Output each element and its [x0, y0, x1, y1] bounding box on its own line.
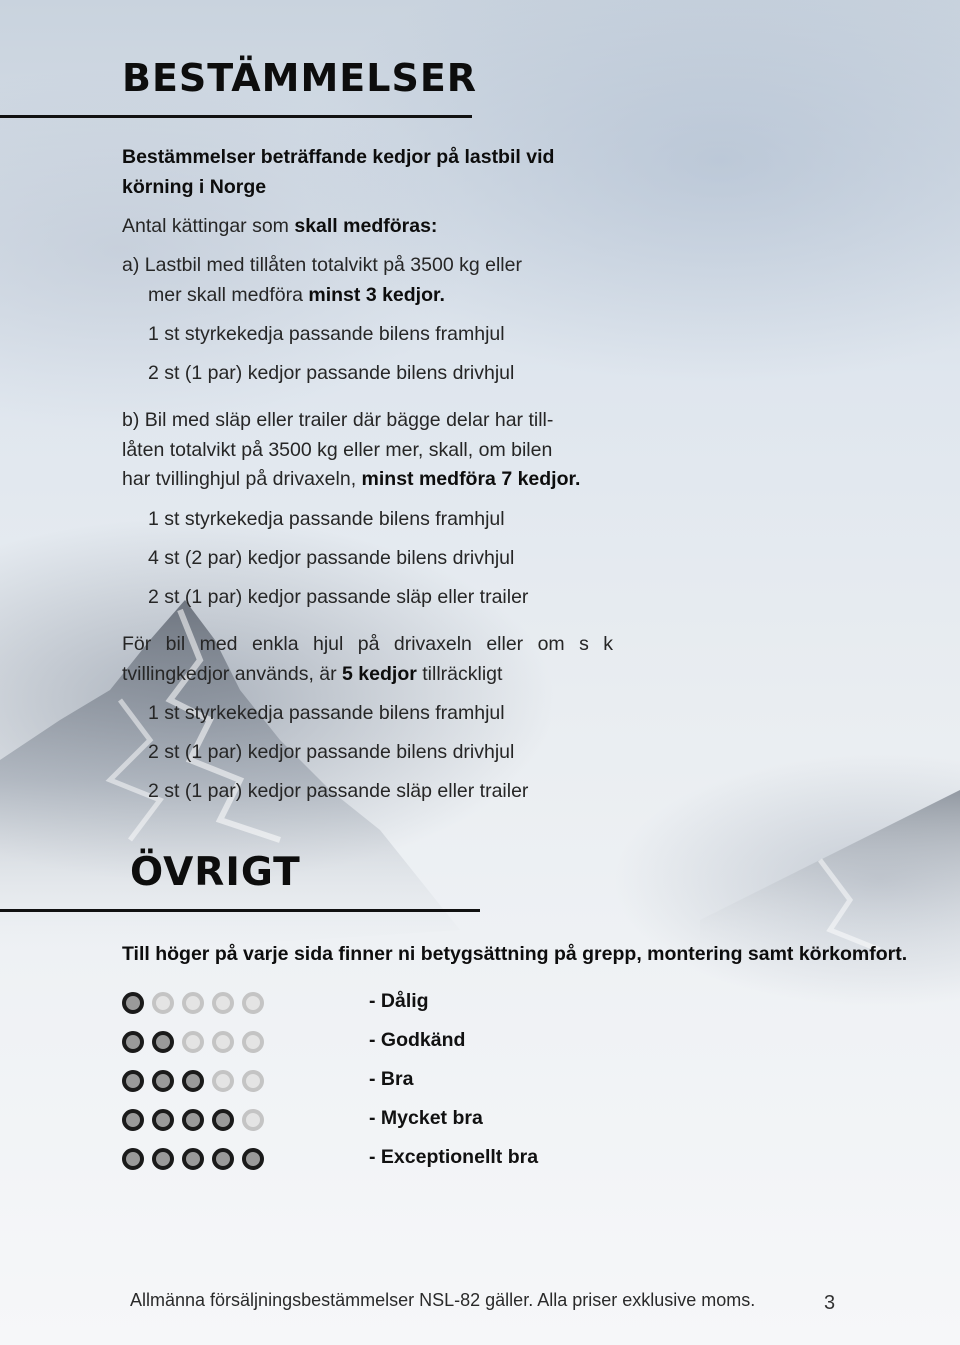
rating-dot-filled-icon: [152, 1109, 174, 1131]
section-b-line-2: låten totalvikt på 3500 kg eller mer, skall, om bilen: [122, 439, 553, 461]
rating-dot-filled-icon: [122, 1031, 144, 1053]
section-c-line-1: För bil med enkla hjul på drivaxeln eller om s k: [122, 633, 614, 655]
rating-dot-empty-icon: [182, 1031, 204, 1053]
section-b-item: 2 st (1 par) kedjor passande släp eller trailer: [148, 586, 529, 608]
section-c-item: 2 st (1 par) kedjor passande bilens drivhjul: [148, 741, 515, 763]
rating-dot-filled-icon: [212, 1148, 234, 1170]
rating-dot-empty-icon: [212, 1070, 234, 1092]
rating-label: - Godkänd: [369, 1029, 466, 1051]
ovrigt-text: Till höger på varje sida finner ni betygsättning på grepp, montering samt körkomfort.: [122, 943, 908, 965]
rating-dot-filled-icon: [212, 1109, 234, 1131]
count-line: Antal kättingar som skall medföras:: [122, 215, 438, 237]
rating-label: - Exceptionellt bra: [369, 1146, 539, 1168]
section-heading-ovrigt: ÖVRIGT: [130, 850, 301, 895]
section-b-item: 1 st styrkekedja passande bilens framhjul: [148, 508, 505, 530]
section-b-item: 4 st (2 par) kedjor passande bilens drivhjul: [148, 547, 515, 569]
rating-dot-empty-icon: [242, 1031, 264, 1053]
rating-dot-empty-icon: [152, 992, 174, 1014]
rating-dot-empty-icon: [212, 992, 234, 1014]
section-c-item: 1 st styrkekedja passande bilens framhjul: [148, 702, 505, 724]
subheading-line-2: körning i Norge: [122, 176, 267, 198]
rating-dot-empty-icon: [212, 1031, 234, 1053]
section-b-line-1: b) Bil med släp eller trailer där bägge delar har till-: [122, 409, 554, 431]
rating-dot-filled-icon: [242, 1148, 264, 1170]
rating-dot-filled-icon: [122, 1109, 144, 1131]
section-a-item: 2 st (1 par) kedjor passande bilens drivhjul: [148, 362, 515, 384]
page-heading: BESTÄMMELSER: [122, 56, 478, 100]
rating-label: - Bra: [369, 1068, 414, 1090]
subheading: [122, 142, 554, 202]
rating-dot-filled-icon: [122, 1070, 144, 1092]
rating-label: - Mycket bra: [369, 1107, 483, 1129]
subheading-line-1: Bestämmelser beträffande kedjor på lastbil vid: [122, 146, 555, 168]
rating-dots-row: [122, 1148, 264, 1178]
rating-dot-filled-icon: [182, 1070, 204, 1092]
section-c-line-2: tvillingkedjor används, är 5 kedjor tillräckligt: [122, 663, 503, 685]
section-c-item: 2 st (1 par) kedjor passande släp eller trailer: [148, 780, 529, 802]
rating-dot-filled-icon: [152, 1031, 174, 1053]
section-a-line-1: a) Lastbil med tillåten totalvikt på 3500 kg eller: [122, 254, 522, 276]
section-a-item: 1 st styrkekedja passande bilens framhjul: [148, 323, 505, 345]
rating-dots-row: [122, 992, 264, 1022]
rating-dot-filled-icon: [122, 992, 144, 1014]
rating-dot-empty-icon: [242, 992, 264, 1014]
rating-dot-empty-icon: [182, 992, 204, 1014]
heading-underline: [0, 115, 472, 118]
rating-dots-row: [122, 1070, 264, 1100]
rating-dot-filled-icon: [122, 1148, 144, 1170]
rating-dot-filled-icon: [152, 1148, 174, 1170]
rating-dot-empty-icon: [242, 1070, 264, 1092]
rating-label: - Dålig: [369, 990, 429, 1012]
rating-dot-filled-icon: [182, 1109, 204, 1131]
section-a-line-2: mer skall medföra minst 3 kedjor.: [148, 284, 445, 306]
rating-dot-empty-icon: [242, 1109, 264, 1131]
rating-dot-filled-icon: [182, 1148, 204, 1170]
rating-dots-row: [122, 1031, 264, 1061]
ovrigt-underline: [0, 909, 480, 912]
rating-dots-row: [122, 1109, 264, 1139]
footer-note: Allmänna försäljningsbestämmelser NSL-82 gäller. Alla priser exklusive moms.: [130, 1290, 756, 1310]
rating-dot-filled-icon: [152, 1070, 174, 1092]
page-number: 3: [824, 1292, 836, 1314]
section-b-line-3: har tvillinghjul på drivaxeln, minst medföra 7 kedjor.: [122, 468, 581, 490]
